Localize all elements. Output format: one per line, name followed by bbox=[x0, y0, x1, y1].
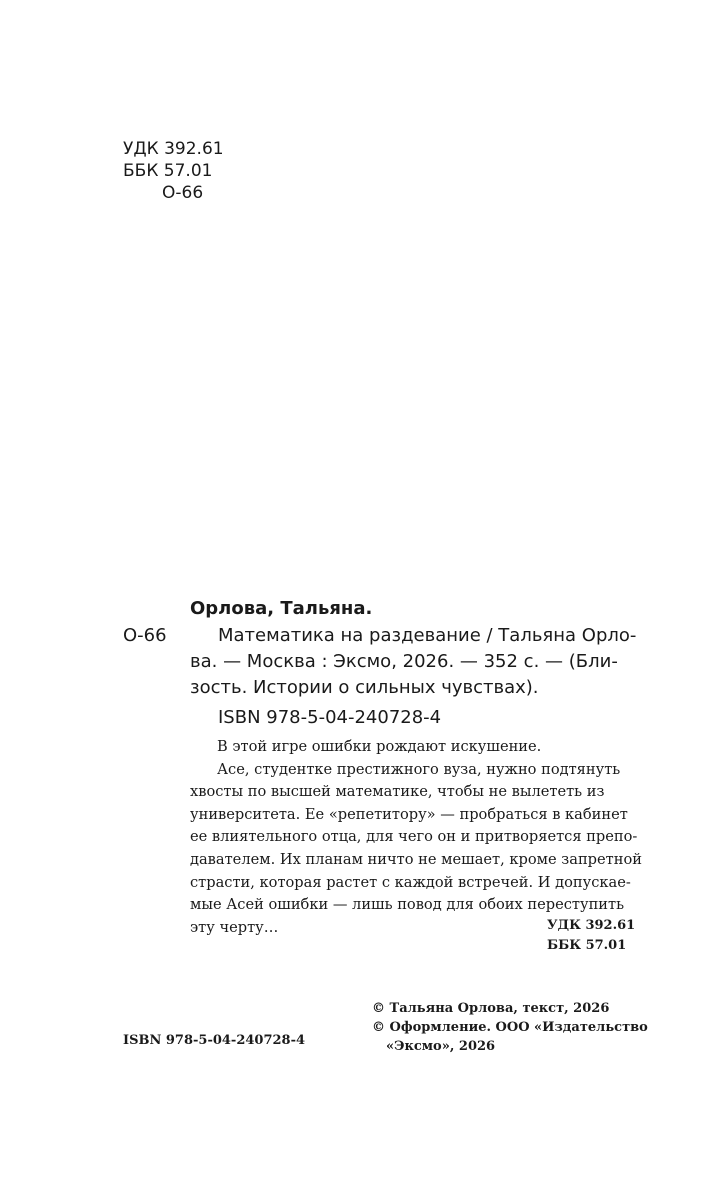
top-udk: УДК 392.61 bbox=[123, 139, 224, 159]
record-title-line-1: Математика на раздевание / Тальяна Орло- bbox=[218, 625, 637, 646]
annotation-line-5: ее влиятельного отца, для чего он и притворяется препо- bbox=[190, 828, 638, 846]
bottom-isbn: ISBN 978-5-04-240728-4 bbox=[123, 1033, 306, 1048]
record-title-line-3: зость. Истории о сильных чувствах). bbox=[190, 677, 539, 698]
copyright-text: © Тальяна Орлова, текст, 2026 bbox=[372, 1001, 610, 1016]
right-bbk: ББК 57.01 bbox=[547, 938, 627, 953]
annotation-line-6: давателем. Их планам ничто не мешает, кроме запретной bbox=[190, 850, 642, 868]
right-udk: УДК 392.61 bbox=[547, 918, 636, 933]
record-isbn: ISBN 978-5-04-240728-4 bbox=[218, 707, 442, 728]
record-author-mark: О-66 bbox=[123, 625, 167, 646]
annotation-line-3: хвосты по высшей математике, чтобы не вылететь из bbox=[190, 783, 605, 801]
annotation-line-8: мые Асей ошибки — лишь повод для обоих переступить bbox=[190, 896, 625, 914]
copyright-design-line-2: «Эксмо», 2026 bbox=[386, 1039, 496, 1054]
annotation-line-9: эту черту… bbox=[190, 918, 279, 936]
top-author-mark: О-66 bbox=[162, 183, 204, 203]
annotation-line-4: университета. Ее «репетитору» — пробраться в кабинет bbox=[190, 805, 628, 823]
top-bbk: ББК 57.01 bbox=[123, 161, 213, 181]
copyright-design-line-1: © Оформление. ООО «Издательство bbox=[372, 1020, 648, 1035]
annotation bbox=[190, 736, 642, 939]
record-title-line-2: ва. — Москва : Эксмо, 2026. — 352 с. — (Бли- bbox=[190, 651, 618, 672]
annotation-line-1: В этой игре ошибки рождают искушение. bbox=[217, 738, 542, 755]
annotation-line-2: Асе, студентке престижного вуза, нужно подтянуть bbox=[217, 760, 621, 778]
annotation-line-7: страсти, которая растет с каждой встречей. И допускае- bbox=[190, 873, 631, 891]
record-author: Орлова, Тальяна. bbox=[190, 598, 373, 619]
